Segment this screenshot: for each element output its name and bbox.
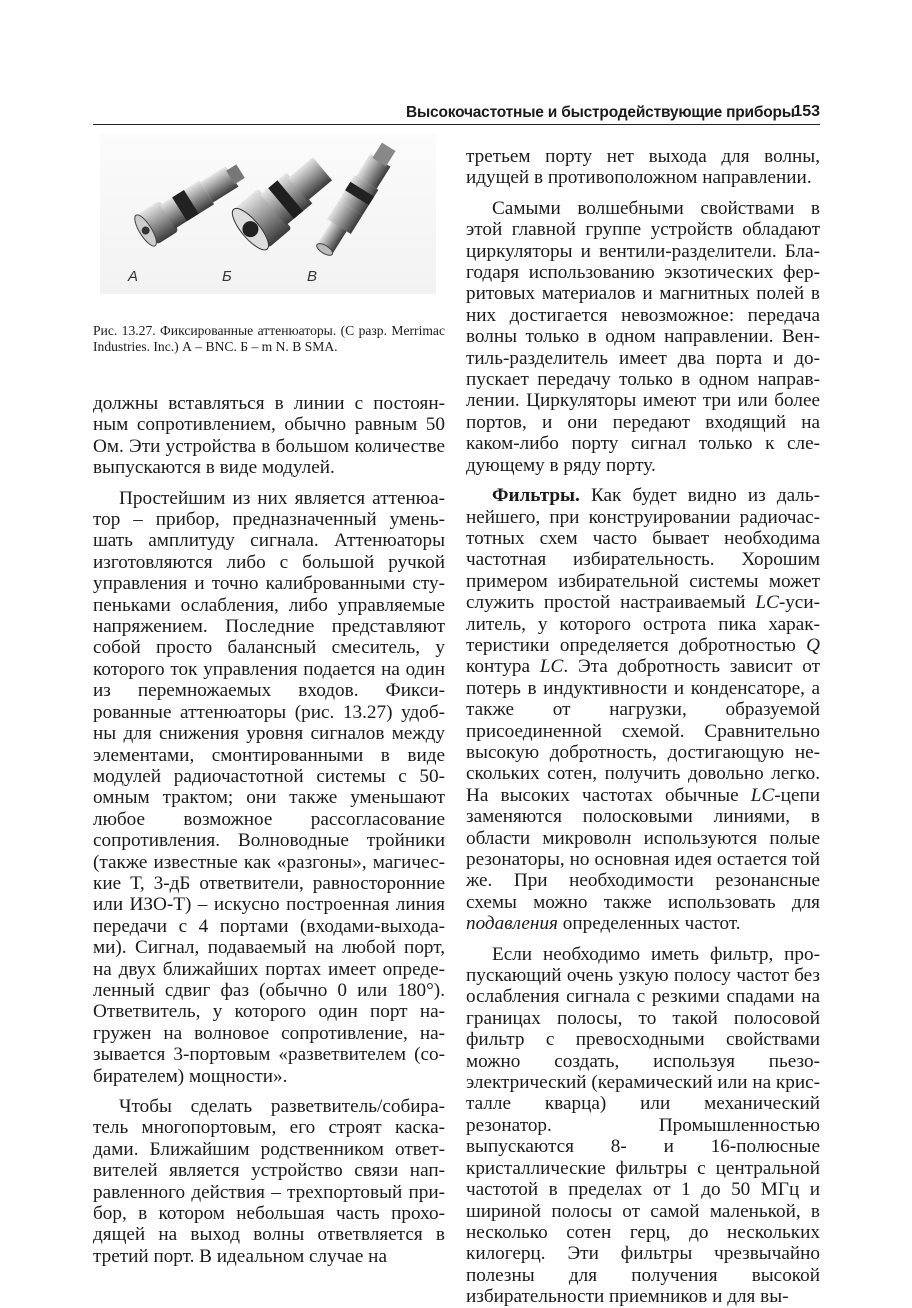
page-number: 153	[793, 103, 820, 120]
right-column	[466, 146, 820, 1308]
figure-caption: Рис. 13.27. Фиксированные аттенюаторы. (С разр. Merrimac Industries. Inc.) А – BNC. Б – m N. В SMA.	[93, 323, 445, 355]
paragraph: должны вставляться в линии с постоянным сопротивлением, обычно равным 50 Ом. Эти устройства в большом количестве выпускаются в виде модулей.	[93, 393, 445, 479]
attenuator-c-sma	[311, 139, 401, 260]
paragraph: Чтобы сделать разветвитель/собиратель многопортовым, его строят каскадами. Ближайшим родственником ответвителей является устройство связи направленного действия – трехпортовый прибор, в котором небольшая часть проходящей на выход волны ответвляется в третий порт. В идеальном случае на	[93, 1096, 445, 1267]
paragraph: третьем порту нет выхода для волны, идущей в противоположном направлении.	[466, 146, 820, 189]
paragraph: Самыми волшебными свойствами в этой главной группе устройств обладают циркуляторы и вентили-разделители. Благодаря использованию экзотических ферритовых материалов и магнитных полей в них достигается невозможное: передача волны только в одном направлении. Вентиль-разделитель имеет два порта и допускает передачу только в одном направлении. Циркуляторы имеют три или более портов, и они передают входящий на каком-либо порту сигнал только к следующему в ряду порту.	[466, 197, 820, 476]
figure-label-a: А	[128, 268, 139, 285]
attenuator-a-bnc	[131, 156, 250, 249]
paragraph: Если необходимо иметь фильтр, пропускающий очень узкую полосу частот без ослабления сигнала с резкими спадами на границах полосы, то такой полосовой фильтр с превосходными свойствами можно создать, используя пьезоэлектрический (керамический или на кристалле кварца) или механический резонатор. Промышленностью выпускаются 8- и 16-полюсные кристаллические фильтры с центральной частотой в пределах от 1 до 50 МГц и шириной полосы от самой маленькой, в несколько сотен герц, до нескольких килогерц. Эти фильтры чрезвычайно полезны для получения высокой избирательности приемников и для вы-	[466, 943, 821, 1308]
figure-attenuators-photo	[100, 134, 436, 294]
running-header	[93, 102, 820, 125]
header-title: Высокочастотные и быстродействующие приборы	[406, 104, 795, 121]
section-lead-filters: Фильтры.	[492, 485, 580, 507]
left-column	[93, 393, 445, 1267]
figure-label-b: Б	[222, 268, 232, 285]
attenuators-illustration	[100, 134, 436, 294]
paragraph-filters: Фильтры. Как будет видно из дальнейшего, при конструировании радиочастотных схем часто бывает необходима частотная избирательность. Хорошим примером избирательной системы может служить простой настраиваемый LC-усилитель, у которого острота пика характеристики определяется добротностью Q контура LC. Эта добротность зависит от потерь в индуктивности и конденсаторе, а также от нагрузки, образуемой присоединенной схемой. Сравнительно высокую добротность, достигающую нескольких сотен, получить довольно легко. На высоких частотах обычные LC-цепи заменяются полосковыми линиями, в области микроволн используются полые резонаторы, но основная идея остается той же. При необходимости резонансные схемы можно также использовать для подавления определенных частот.	[466, 485, 820, 935]
paragraph: Простейшим из них является аттенюатор – прибор, предназначенный уменьшать амплитуду сигнала. Аттенюаторы изготовляются либо с большой ручкой управления и точно калиброванными ступеньками ослабления, либо управляемые напряжением. Последние представляют собой просто балансный смеситель, у которого ток управления подается на один из перемножаемых входов. Фиксированные аттенюаторы (рис. 13.27) удобны для снижения уровня сигналов между элементами, смонтированными в виде модулей радиочастотной системы с 50-омным трактом; они также уменьшают любое возможное рассогласование сопротивления. Волноводные тройники (также известные как «разгоны», магические Т, 3-дБ ответвители, равносторонние или ИЗО-Т) – искусно построенная линия передачи с 4 портами (входами-выходами). Сигнал, подаваемый на любой порт, на двух ближайших портах имеет определенный сдвиг фаз (обычно 0 или 180°). Ответвитель, у которого один порт нагружен на волновое сопротивление, называется 3-портовым «разветвителем (собирателем) мощности».	[93, 487, 445, 1087]
figure-label-c: В	[307, 268, 318, 285]
